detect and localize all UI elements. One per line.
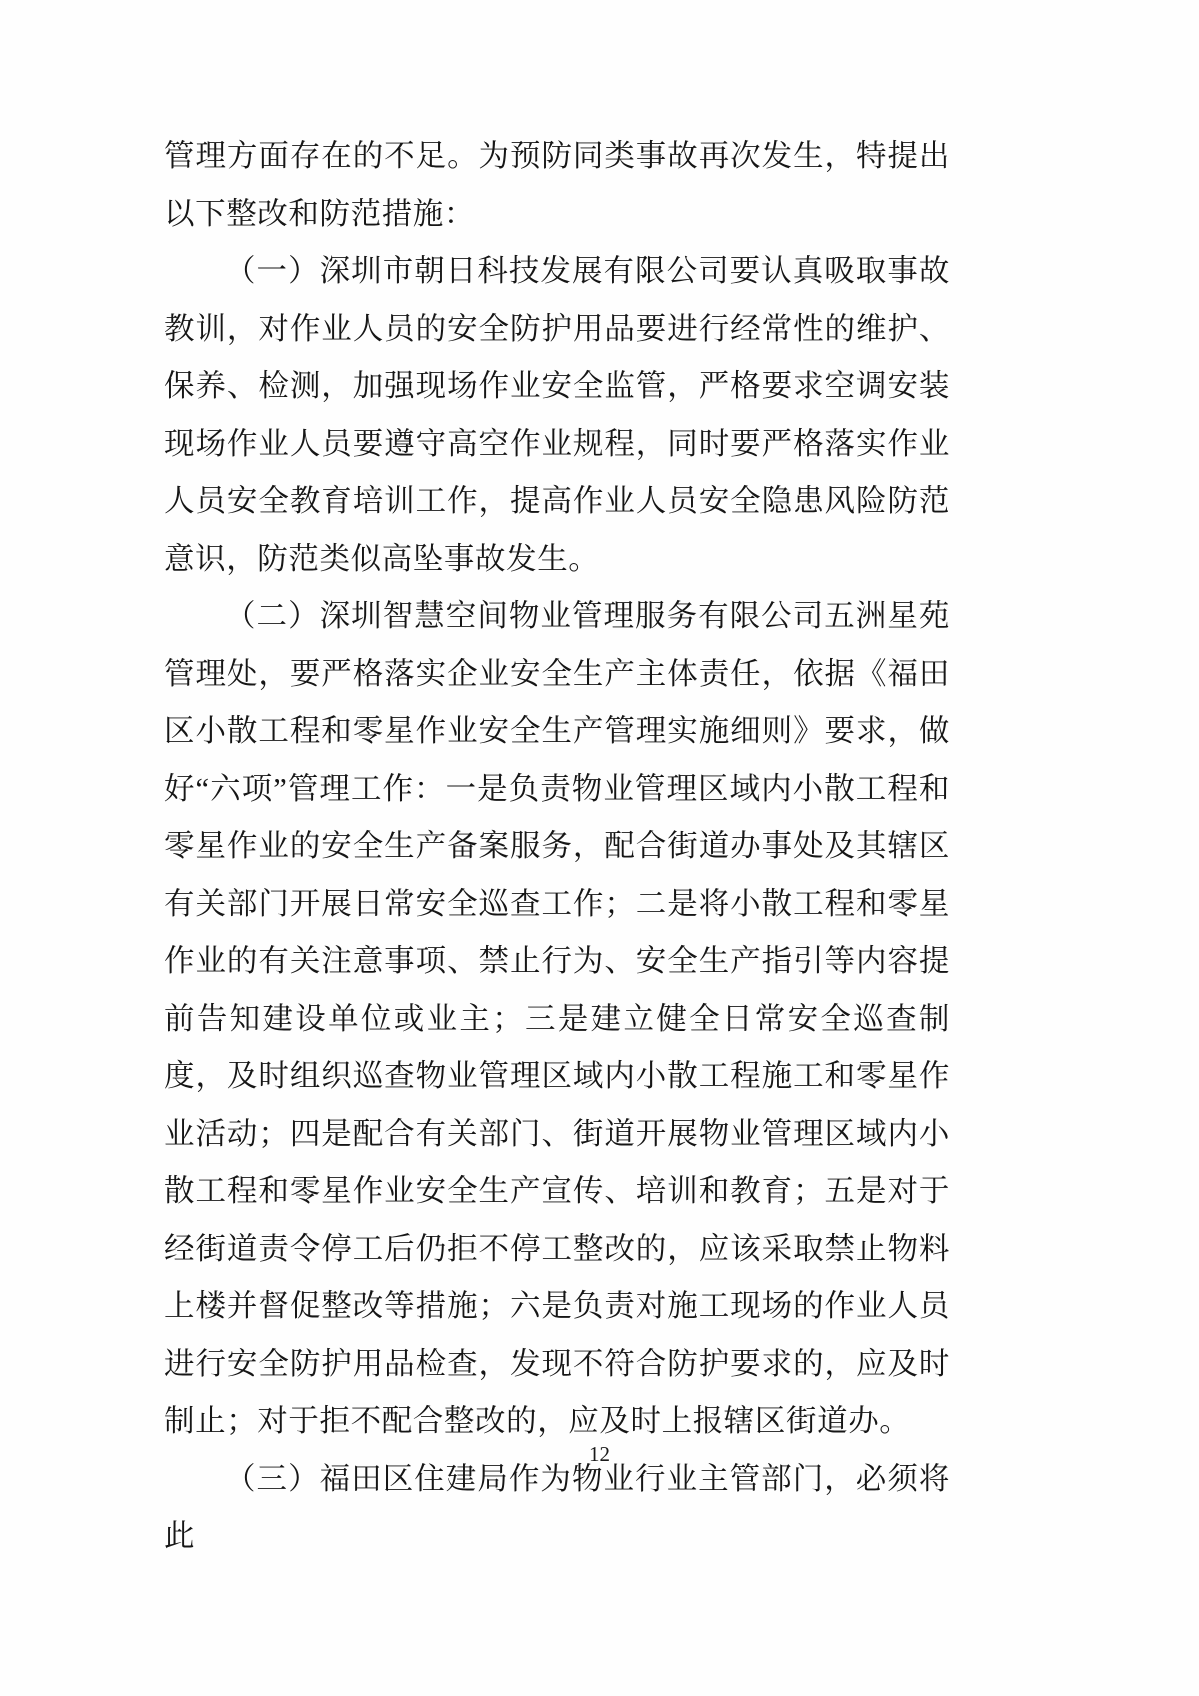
- page-body: [164, 128, 950, 1566]
- paragraph-item-three: （三）福田区住建局作为物业行业主管部门，必须将此: [164, 1461, 950, 1553]
- page-number: 12: [589, 1442, 610, 1466]
- paragraph-item-two: （二）深圳智慧空间物业管理服务有限公司五洲星苑管理处，要严格落实企业安全生产主体责任，依据《福田区小散工程和零星作业安全生产管理实施细则》要求，做好“六项”管理工作：一是负责物业管理区域内小散工程和零星作业的安全生产备案服务，配合街道办事处及其辖区有关部门开展日常安全巡查工作；二是将小散工程和零星作业的有关注意事项、禁止行为、安全生产指引等内容提前告知建设单位或业主；三是建立健全日常安全巡查制度，及时组织巡查物业管理区域内小散工程施工和零星作业活动；四是配合有关部门、街道开展物业管理区域内小散工程和零星作业安全生产宣传、培训和教育；五是对于经街道责令停工后仍拒不停工整改的，应该采取禁止物料上楼并督促整改等措施；六是负责对施工现场的作业人员进行安全防护用品检查，发现不符合防护要求的，应及时制止；对于拒不配合整改的，应及时上报辖区街道办。: [164, 599, 950, 1438]
- paragraph-continuation: 管理方面存在的不足。为预防同类事故再次发生，特提出以下整改和防范措施：: [164, 139, 950, 231]
- paragraph-item-one: （一）深圳市朝日科技发展有限公司要认真吸取事故教训，对作业人员的安全防护用品要进行经常性的维护、保养、检测，加强现场作业安全监管，严格要求空调安装现场作业人员要遵守高空作业规程，同时要严格落实作业人员安全教育培训工作，提高作业人员安全隐患风险防范意识，防范类似高坠事故发生。: [164, 254, 950, 576]
